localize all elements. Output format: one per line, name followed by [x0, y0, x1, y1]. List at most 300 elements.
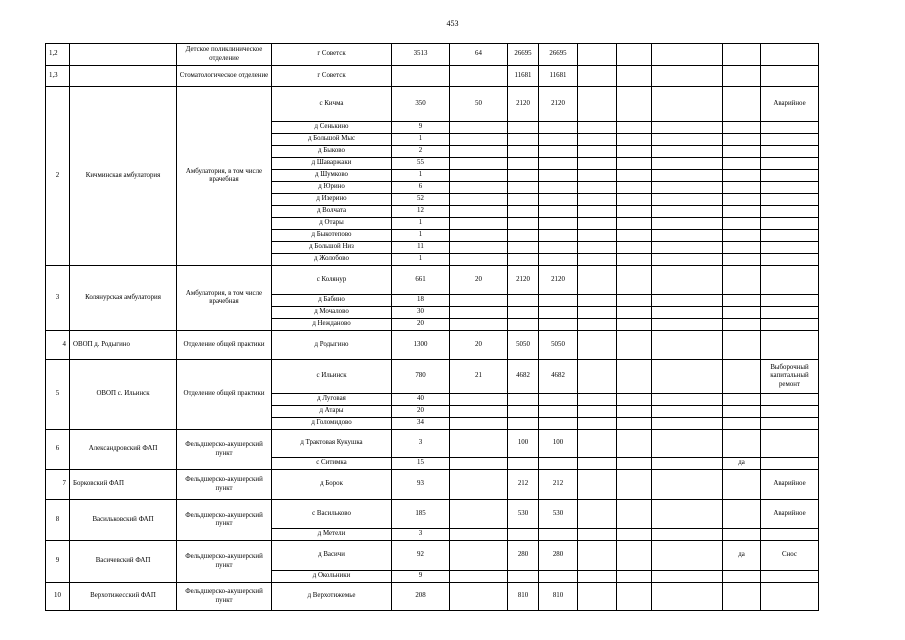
empty-cell [578, 206, 617, 218]
condition-cell [761, 571, 819, 583]
value-total-cell [539, 242, 578, 254]
population-cell: 350 [392, 87, 450, 122]
population-cell [392, 66, 450, 87]
empty-cell [617, 529, 652, 541]
capacity-cell: 64 [450, 44, 508, 66]
condition-cell [761, 529, 819, 541]
empty-cell [578, 331, 617, 360]
table-row [46, 331, 819, 360]
population-cell: 208 [392, 583, 450, 611]
condition-cell [761, 158, 819, 170]
value-cell [508, 295, 539, 307]
condition-cell: Аварийное [761, 470, 819, 500]
empty-cell [617, 146, 652, 158]
condition-cell [761, 307, 819, 319]
locality-cell: д Верхотижемье [272, 583, 392, 611]
flag-cell [723, 331, 761, 360]
empty-cell [578, 66, 617, 87]
locality-cell: д Трактовая Кукушка [272, 430, 392, 458]
facility-type-cell: Фельдшерско-акушерский пункт [177, 470, 272, 500]
empty-cell [578, 571, 617, 583]
value-total-cell: 810 [539, 583, 578, 611]
value-cell: 530 [508, 500, 539, 529]
value-cell [508, 158, 539, 170]
condition-cell [761, 194, 819, 206]
value-cell [508, 134, 539, 146]
value-cell [508, 218, 539, 230]
capacity-cell [450, 430, 508, 458]
empty-cell [617, 194, 652, 206]
locality-cell: д Большой Мыс [272, 134, 392, 146]
empty-cell [617, 470, 652, 500]
value-total-cell [539, 418, 578, 430]
empty-cell [617, 158, 652, 170]
empty-cell [652, 583, 723, 611]
value-total-cell [539, 571, 578, 583]
empty-cell [652, 254, 723, 266]
empty-cell [652, 122, 723, 134]
population-cell: 1 [392, 170, 450, 182]
facility-type-cell: Фельдшерско-акушерский пункт [177, 541, 272, 583]
empty-cell [652, 418, 723, 430]
condition-cell [761, 182, 819, 194]
value-cell: 26695 [508, 44, 539, 66]
facility-type-cell: Стоматологическое отделение [177, 66, 272, 87]
empty-cell [578, 295, 617, 307]
value-total-cell: 212 [539, 470, 578, 500]
locality-cell: д Юрино [272, 182, 392, 194]
empty-cell [617, 406, 652, 418]
population-cell: 15 [392, 458, 450, 470]
value-cell [508, 571, 539, 583]
empty-cell [617, 307, 652, 319]
empty-cell [617, 134, 652, 146]
locality-cell: д Луговая [272, 394, 392, 406]
empty-cell [652, 242, 723, 254]
value-cell [508, 307, 539, 319]
empty-cell [617, 122, 652, 134]
condition-cell [761, 583, 819, 611]
empty-cell [617, 170, 652, 182]
value-cell: 11681 [508, 66, 539, 87]
flag-cell [723, 571, 761, 583]
empty-cell [617, 266, 652, 295]
value-total-cell: 11681 [539, 66, 578, 87]
flag-cell [723, 230, 761, 242]
capacity-cell [450, 134, 508, 146]
empty-cell [617, 44, 652, 66]
value-cell: 280 [508, 541, 539, 571]
empty-cell [652, 218, 723, 230]
empty-cell [578, 134, 617, 146]
row-number-cell: 5 [46, 360, 70, 430]
condition-cell [761, 331, 819, 360]
value-total-cell [539, 134, 578, 146]
population-cell: 1 [392, 218, 450, 230]
empty-cell [578, 470, 617, 500]
locality-cell: г Советск [272, 44, 392, 66]
value-total-cell [539, 295, 578, 307]
capacity-cell [450, 146, 508, 158]
value-total-cell [539, 182, 578, 194]
flag-cell [723, 430, 761, 458]
empty-cell [617, 541, 652, 571]
empty-cell [578, 87, 617, 122]
empty-cell [578, 158, 617, 170]
locality-cell: д Нежданово [272, 319, 392, 331]
locality-cell: д Голомидово [272, 418, 392, 430]
empty-cell [617, 87, 652, 122]
value-cell [508, 230, 539, 242]
locality-cell: д Отары [272, 218, 392, 230]
empty-cell [652, 571, 723, 583]
table-row [46, 44, 819, 66]
condition-cell [761, 458, 819, 470]
empty-cell [652, 394, 723, 406]
condition-cell [761, 406, 819, 418]
population-cell: 40 [392, 394, 450, 406]
empty-cell [652, 146, 723, 158]
empty-cell [652, 470, 723, 500]
empty-cell [578, 194, 617, 206]
facility-name-cell: Васичевский ФАП [70, 541, 177, 583]
table-row [46, 430, 819, 458]
empty-cell [652, 458, 723, 470]
value-cell [508, 122, 539, 134]
empty-cell [617, 458, 652, 470]
capacity-cell [450, 66, 508, 87]
empty-cell [578, 529, 617, 541]
locality-cell: д Большой Низ [272, 242, 392, 254]
capacity-cell: 21 [450, 360, 508, 394]
value-cell: 212 [508, 470, 539, 500]
empty-cell [578, 458, 617, 470]
capacity-cell [450, 218, 508, 230]
condition-cell [761, 206, 819, 218]
capacity-cell [450, 307, 508, 319]
facility-type-cell: Фельдшерско-акушерский пункт [177, 583, 272, 611]
value-cell [508, 242, 539, 254]
value-cell [508, 170, 539, 182]
population-cell: 9 [392, 122, 450, 134]
capacity-cell [450, 170, 508, 182]
locality-cell: д Волчата [272, 206, 392, 218]
population-cell: 12 [392, 206, 450, 218]
facility-type-cell: Фельдшерско-акушерский пункт [177, 430, 272, 470]
flag-cell [723, 295, 761, 307]
condition-cell [761, 134, 819, 146]
value-total-cell [539, 158, 578, 170]
value-total-cell: 4682 [539, 360, 578, 394]
empty-cell [578, 170, 617, 182]
empty-cell [617, 319, 652, 331]
locality-cell: д Родыгино [272, 331, 392, 360]
flag-cell [723, 194, 761, 206]
condition-cell [761, 394, 819, 406]
flag-cell [723, 529, 761, 541]
locality-cell: д Метели [272, 529, 392, 541]
value-total-cell [539, 218, 578, 230]
empty-cell [652, 194, 723, 206]
table-row [46, 500, 819, 529]
value-cell: 100 [508, 430, 539, 458]
condition-cell [761, 122, 819, 134]
capacity-cell: 50 [450, 87, 508, 122]
population-cell: 34 [392, 418, 450, 430]
population-cell: 9 [392, 571, 450, 583]
empty-cell [578, 307, 617, 319]
empty-cell [617, 583, 652, 611]
population-cell: 52 [392, 194, 450, 206]
condition-cell: Снос [761, 541, 819, 571]
facility-type-cell: Отделение общей практики [177, 360, 272, 430]
value-total-cell: 280 [539, 541, 578, 571]
locality-cell: д Атары [272, 406, 392, 418]
population-cell: 185 [392, 500, 450, 529]
value-cell [508, 458, 539, 470]
capacity-cell [450, 583, 508, 611]
flag-cell [723, 66, 761, 87]
flag-cell [723, 158, 761, 170]
row-number-cell: 8 [46, 500, 70, 541]
empty-cell [617, 242, 652, 254]
empty-cell [578, 360, 617, 394]
value-cell [508, 394, 539, 406]
empty-cell [652, 331, 723, 360]
population-cell: 2 [392, 146, 450, 158]
capacity-cell [450, 541, 508, 571]
population-cell: 3513 [392, 44, 450, 66]
empty-cell [652, 541, 723, 571]
value-cell: 2120 [508, 266, 539, 295]
row-number-cell: 10 [46, 583, 70, 611]
row-number-cell: 1,2 [46, 44, 70, 66]
locality-cell: д Окольники [272, 571, 392, 583]
flag-cell: да [723, 541, 761, 571]
value-total-cell [539, 319, 578, 331]
facility-type-cell: Детское поликлиническое отделение [177, 44, 272, 66]
locality-cell: с Васильково [272, 500, 392, 529]
table-row [46, 360, 819, 394]
capacity-cell [450, 194, 508, 206]
condition-cell [761, 254, 819, 266]
capacity-cell [450, 254, 508, 266]
population-cell: 1 [392, 254, 450, 266]
flag-cell [723, 170, 761, 182]
empty-cell [652, 360, 723, 394]
population-cell: 30 [392, 307, 450, 319]
value-total-cell [539, 206, 578, 218]
facility-name-cell [70, 66, 177, 87]
empty-cell [652, 206, 723, 218]
locality-cell: с Ситимка [272, 458, 392, 470]
population-cell: 93 [392, 470, 450, 500]
empty-cell [617, 500, 652, 529]
value-total-cell [539, 394, 578, 406]
condition-cell [761, 242, 819, 254]
population-cell: 1300 [392, 331, 450, 360]
empty-cell [652, 230, 723, 242]
facility-name-cell: ОВОП д. Родыгино [70, 331, 177, 360]
capacity-cell [450, 500, 508, 529]
capacity-cell [450, 571, 508, 583]
facility-name-cell: Александровский ФАП [70, 430, 177, 470]
facility-name-cell: Борковский ФАП [70, 470, 177, 500]
facilities-table [45, 43, 819, 611]
value-total-cell [539, 254, 578, 266]
condition-cell: Аварийное [761, 500, 819, 529]
facility-name-cell: ОВОП с. Ильинск [70, 360, 177, 430]
flag-cell [723, 218, 761, 230]
empty-cell [652, 319, 723, 331]
empty-cell [578, 254, 617, 266]
capacity-cell [450, 158, 508, 170]
flag-cell [723, 500, 761, 529]
capacity-cell: 20 [450, 331, 508, 360]
value-cell: 2120 [508, 87, 539, 122]
empty-cell [652, 170, 723, 182]
condition-cell: Выборочный капитальный ремонт [761, 360, 819, 394]
value-total-cell [539, 230, 578, 242]
flag-cell [723, 394, 761, 406]
condition-cell [761, 146, 819, 158]
condition-cell [761, 44, 819, 66]
flag-cell [723, 583, 761, 611]
locality-cell: д Быкотепово [272, 230, 392, 242]
empty-cell [578, 146, 617, 158]
empty-cell [617, 295, 652, 307]
locality-cell: с Кичма [272, 87, 392, 122]
empty-cell [617, 394, 652, 406]
locality-cell: д Шумково [272, 170, 392, 182]
capacity-cell [450, 470, 508, 500]
empty-cell [652, 134, 723, 146]
value-total-cell [539, 406, 578, 418]
empty-cell [578, 418, 617, 430]
flag-cell [723, 266, 761, 295]
empty-cell [578, 182, 617, 194]
value-total-cell [539, 458, 578, 470]
row-number-cell: 3 [46, 266, 70, 331]
value-cell [508, 529, 539, 541]
condition-cell [761, 218, 819, 230]
condition-cell [761, 295, 819, 307]
value-total-cell: 5050 [539, 331, 578, 360]
flag-cell [723, 206, 761, 218]
value-cell [508, 418, 539, 430]
empty-cell [578, 319, 617, 331]
locality-cell: с Колянур [272, 266, 392, 295]
population-cell: 20 [392, 406, 450, 418]
capacity-cell [450, 182, 508, 194]
empty-cell [578, 541, 617, 571]
empty-cell [578, 218, 617, 230]
empty-cell [652, 266, 723, 295]
capacity-cell [450, 529, 508, 541]
capacity-cell [450, 406, 508, 418]
capacity-cell [450, 394, 508, 406]
table-row [46, 470, 819, 500]
population-cell: 1 [392, 230, 450, 242]
empty-cell [578, 122, 617, 134]
locality-cell: д Бабино [272, 295, 392, 307]
locality-cell: д Быково [272, 146, 392, 158]
population-cell: 661 [392, 266, 450, 295]
empty-cell [652, 66, 723, 87]
locality-cell: д Изерино [272, 194, 392, 206]
value-total-cell: 100 [539, 430, 578, 458]
facility-name-cell [70, 44, 177, 66]
locality-cell: д Жолобово [272, 254, 392, 266]
value-total-cell: 2120 [539, 87, 578, 122]
capacity-cell [450, 319, 508, 331]
empty-cell [652, 158, 723, 170]
locality-cell: д Шаваржаки [272, 158, 392, 170]
facility-type-cell: Фельдшерско-акушерский пункт [177, 500, 272, 541]
empty-cell [652, 87, 723, 122]
empty-cell [652, 529, 723, 541]
flag-cell [723, 307, 761, 319]
empty-cell [617, 418, 652, 430]
capacity-cell [450, 122, 508, 134]
empty-cell [617, 182, 652, 194]
value-total-cell [539, 194, 578, 206]
value-cell: 5050 [508, 331, 539, 360]
empty-cell [617, 230, 652, 242]
value-cell: 810 [508, 583, 539, 611]
table-row [46, 66, 819, 87]
empty-cell [578, 406, 617, 418]
value-total-cell [539, 307, 578, 319]
empty-cell [617, 66, 652, 87]
capacity-cell [450, 206, 508, 218]
capacity-cell [450, 242, 508, 254]
empty-cell [652, 430, 723, 458]
value-total-cell [539, 529, 578, 541]
flag-cell [723, 254, 761, 266]
flag-cell: да [723, 458, 761, 470]
value-total-cell [539, 170, 578, 182]
population-cell: 11 [392, 242, 450, 254]
population-cell: 18 [392, 295, 450, 307]
facility-name-cell: Васильковский ФАП [70, 500, 177, 541]
row-number-cell: 1,3 [46, 66, 70, 87]
flag-cell [723, 134, 761, 146]
empty-cell [652, 44, 723, 66]
flag-cell [723, 470, 761, 500]
empty-cell [578, 242, 617, 254]
empty-cell [617, 571, 652, 583]
flag-cell [723, 44, 761, 66]
row-number-cell: 2 [46, 87, 70, 266]
condition-cell [761, 230, 819, 242]
condition-cell [761, 430, 819, 458]
flag-cell [723, 182, 761, 194]
table-row [46, 541, 819, 571]
table-row [46, 266, 819, 295]
empty-cell [652, 406, 723, 418]
flag-cell [723, 122, 761, 134]
table-row [46, 583, 819, 611]
empty-cell [617, 331, 652, 360]
empty-cell [578, 230, 617, 242]
population-cell: 3 [392, 529, 450, 541]
value-total-cell [539, 122, 578, 134]
row-number-cell: 9 [46, 541, 70, 583]
flag-cell [723, 406, 761, 418]
value-total-cell: 26695 [539, 44, 578, 66]
capacity-cell [450, 230, 508, 242]
